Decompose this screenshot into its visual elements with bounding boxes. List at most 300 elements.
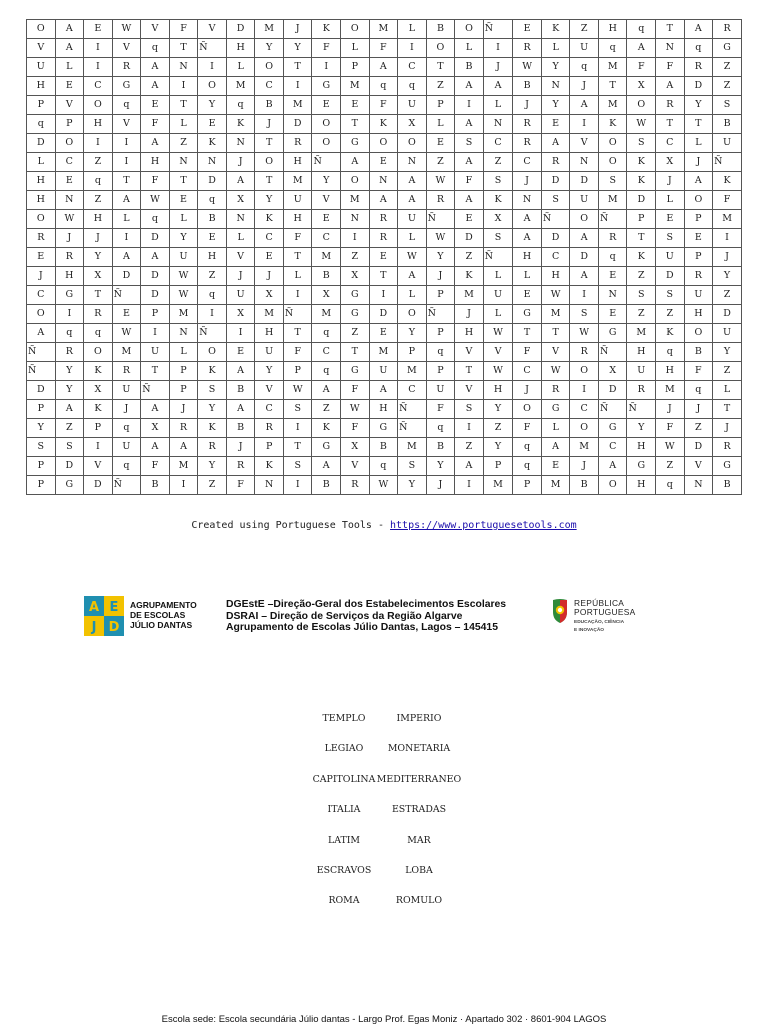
grid-cell: q xyxy=(55,324,84,343)
grid-cell: q xyxy=(84,324,113,343)
grid-cell: B xyxy=(426,438,455,457)
grid-cell: S xyxy=(283,400,312,419)
grid-cell: P xyxy=(398,343,427,362)
grid-cell: M xyxy=(713,210,742,229)
grid-cell: I xyxy=(84,134,113,153)
grid-cell: A xyxy=(455,191,484,210)
grid-cell: A xyxy=(369,58,398,77)
grid-cell: V xyxy=(541,343,570,362)
grid-cell: U xyxy=(398,96,427,115)
grid-row xyxy=(27,457,742,476)
grid-cell: q xyxy=(570,58,599,77)
grid-cell: I xyxy=(570,115,599,134)
grid-cell: B xyxy=(141,476,170,495)
grid-cell: G xyxy=(55,476,84,495)
grid-cell: S xyxy=(598,172,627,191)
grid-cell: A xyxy=(141,438,170,457)
grid-cell: W xyxy=(483,362,513,381)
grid-cell: G xyxy=(713,39,742,58)
grid-cell: X xyxy=(341,267,370,286)
grid-cell: M xyxy=(169,305,198,324)
grid-cell: E xyxy=(656,210,685,229)
grid-cell: q xyxy=(369,77,398,96)
grid-cell: R xyxy=(198,438,227,457)
grid-cell: T xyxy=(455,362,484,381)
grid-cell: R xyxy=(541,153,570,172)
grid-cell: T xyxy=(369,267,398,286)
grid-cell: G xyxy=(312,438,341,457)
grid-cell: C xyxy=(255,400,284,419)
grid-cell: L xyxy=(27,153,56,172)
grid-cell: I xyxy=(713,229,742,248)
grid-cell: q xyxy=(426,343,455,362)
grid-cell: q xyxy=(598,39,627,58)
grid-cell: U xyxy=(570,39,599,58)
grid-cell: O xyxy=(341,172,370,191)
grid-cell: A xyxy=(55,400,84,419)
grid-cell: A xyxy=(141,134,170,153)
grid-cell: Ñ xyxy=(483,248,513,267)
grid-cell: D xyxy=(141,286,170,305)
grid-cell: C xyxy=(656,134,685,153)
word-item: TEMPLO xyxy=(322,713,366,724)
svg-text:J: J xyxy=(91,620,97,635)
grid-cell: H xyxy=(27,191,56,210)
credit-link[interactable]: https://www.portuguesetools.com xyxy=(390,520,577,531)
grid-cell: W xyxy=(169,267,198,286)
grid-cell: Z xyxy=(84,153,113,172)
institution-line-dsrai: DSRAI – Direção de Serviços da Região Algarve xyxy=(226,610,463,622)
grid-cell: q xyxy=(198,191,227,210)
grid-cell: D xyxy=(541,172,570,191)
grid-cell: W xyxy=(112,20,141,39)
school-name-line: JÚLIO DANTAS xyxy=(130,620,193,630)
grid-cell: W xyxy=(341,400,370,419)
grid-cell: Y xyxy=(483,438,513,457)
grid-row xyxy=(27,191,742,210)
grid-cell: L xyxy=(426,115,455,134)
grid-cell: H xyxy=(198,248,227,267)
grid-cell: V xyxy=(684,457,713,476)
grid-cell: Z xyxy=(341,324,370,343)
grid-cell: R xyxy=(255,419,284,438)
grid-cell: A xyxy=(226,172,255,191)
word-list-row xyxy=(0,888,768,918)
grid-cell: R xyxy=(513,134,542,153)
grid-cell: K xyxy=(627,248,656,267)
grid-cell: N xyxy=(341,210,370,229)
grid-cell: V xyxy=(455,343,484,362)
grid-cell: R xyxy=(369,210,398,229)
grid-cell: N xyxy=(570,153,599,172)
grid-cell: S xyxy=(713,96,742,115)
grid-cell: R xyxy=(713,438,742,457)
grid-cell: H xyxy=(656,362,685,381)
grid-cell: H xyxy=(684,305,713,324)
grid-cell: B xyxy=(713,476,742,495)
grid-cell: Z xyxy=(84,191,113,210)
grid-cell: C xyxy=(398,381,427,400)
grid-cell: Z xyxy=(713,58,742,77)
grid-cell: C xyxy=(513,362,542,381)
grid-cell: T xyxy=(255,134,284,153)
word-item: MEDITERRANEO xyxy=(376,773,462,785)
grid-cell: U xyxy=(141,343,170,362)
grid-cell: q xyxy=(226,96,255,115)
word-list-row xyxy=(0,767,768,797)
grid-cell: Ñ xyxy=(27,343,56,362)
grid-cell: G xyxy=(369,419,398,438)
grid-cell: X xyxy=(226,305,255,324)
grid-cell: U xyxy=(713,134,742,153)
grid-cell: Ñ xyxy=(598,400,627,419)
grid-cell: F xyxy=(684,362,713,381)
grid-cell: S xyxy=(198,381,227,400)
grid-cell: M xyxy=(656,381,685,400)
grid-row xyxy=(27,400,742,419)
grid-cell: F xyxy=(283,343,312,362)
grid-cell: H xyxy=(483,381,513,400)
grid-cell: Y xyxy=(198,400,227,419)
grid-cell: Ñ xyxy=(627,400,656,419)
grid-cell: N xyxy=(226,210,255,229)
grid-cell: E xyxy=(541,457,570,476)
grid-cell: L xyxy=(226,229,255,248)
grid-cell: S xyxy=(455,134,484,153)
grid-cell: F xyxy=(226,476,255,495)
grid-cell: O xyxy=(55,134,84,153)
grid-cell: I xyxy=(112,229,141,248)
grid-cell: A xyxy=(312,457,341,476)
grid-cell: D xyxy=(455,229,484,248)
grid-cell: I xyxy=(570,286,599,305)
grid-cell: O xyxy=(312,115,341,134)
grid-cell: R xyxy=(684,267,713,286)
grid-cell: M xyxy=(398,362,427,381)
grid-cell: Y xyxy=(169,229,198,248)
grid-row xyxy=(27,39,742,58)
grid-cell: Y xyxy=(198,96,227,115)
word-list-row xyxy=(0,858,768,888)
grid-cell: I xyxy=(570,381,599,400)
grid-row xyxy=(27,343,742,362)
grid-cell: G xyxy=(112,77,141,96)
grid-cell: R xyxy=(226,457,255,476)
grid-cell: O xyxy=(27,210,56,229)
grid-cell: Y xyxy=(255,39,284,58)
grid-cell: Y xyxy=(713,267,742,286)
grid-cell: O xyxy=(570,419,599,438)
grid-cell: P xyxy=(426,96,455,115)
grid-cell: K xyxy=(255,210,284,229)
grid-cell: Y xyxy=(713,343,742,362)
grid-cell: D xyxy=(198,172,227,191)
grid-cell: B xyxy=(684,343,713,362)
grid-cell: T xyxy=(598,77,627,96)
grid-cell: W xyxy=(369,476,398,495)
grid-cell: S xyxy=(455,400,484,419)
grid-cell: C xyxy=(84,77,113,96)
grid-cell: V xyxy=(27,39,56,58)
grid-cell: P xyxy=(684,248,713,267)
grid-cell: D xyxy=(112,267,141,286)
grid-cell: U xyxy=(369,362,398,381)
school-name-line: AGRUPAMENTO xyxy=(130,600,197,610)
grid-cell: q xyxy=(112,96,141,115)
grid-cell: Ñ xyxy=(312,153,341,172)
grid-cell: N xyxy=(169,153,198,172)
grid-cell: Ñ xyxy=(141,381,170,400)
grid-cell: E xyxy=(226,343,255,362)
grid-cell: O xyxy=(198,77,227,96)
grid-cell: A xyxy=(55,39,84,58)
grid-cell: K xyxy=(627,153,656,172)
grid-row xyxy=(27,248,742,267)
grid-cell: F xyxy=(141,457,170,476)
grid-cell: Y xyxy=(627,419,656,438)
grid-cell: B xyxy=(426,20,455,39)
grid-cell: C xyxy=(513,153,542,172)
grid-cell: F xyxy=(283,229,312,248)
grid-cell: Ñ xyxy=(713,153,742,172)
grid-cell: I xyxy=(141,324,170,343)
grid-cell: G xyxy=(341,362,370,381)
grid-cell: S xyxy=(541,191,570,210)
grid-cell: K xyxy=(455,267,484,286)
grid-cell: Ñ xyxy=(426,305,455,324)
grid-cell: P xyxy=(341,58,370,77)
grid-cell: I xyxy=(84,438,113,457)
grid-cell: L xyxy=(684,134,713,153)
grid-cell: W xyxy=(112,324,141,343)
grid-cell: K xyxy=(483,191,513,210)
grid-cell: R xyxy=(426,191,455,210)
grid-cell: C xyxy=(255,77,284,96)
grid-cell: C xyxy=(483,134,513,153)
grid-cell: L xyxy=(483,305,513,324)
grid-cell: L xyxy=(55,58,84,77)
grid-cell: E xyxy=(112,305,141,324)
grid-cell: W xyxy=(398,248,427,267)
grid-cell: K xyxy=(656,324,685,343)
grid-cell: Ñ xyxy=(198,324,227,343)
grid-cell: I xyxy=(455,419,484,438)
grid-cell: V xyxy=(55,96,84,115)
grid-cell: q xyxy=(141,210,170,229)
grid-cell: Z xyxy=(198,267,227,286)
grid-cell: A xyxy=(598,457,627,476)
grid-cell: V xyxy=(112,39,141,58)
grid-cell: T xyxy=(255,172,284,191)
word-item: MONETARIA xyxy=(387,743,451,755)
grid-cell: Y xyxy=(541,58,570,77)
grid-cell: E xyxy=(312,96,341,115)
grid-cell: M xyxy=(369,343,398,362)
grid-cell: E xyxy=(598,305,627,324)
grid-cell: H xyxy=(455,324,484,343)
grid-cell: U xyxy=(27,58,56,77)
grid-cell: G xyxy=(713,457,742,476)
grid-cell: Ñ xyxy=(112,286,141,305)
grid-cell: Z xyxy=(169,134,198,153)
grid-cell: U xyxy=(255,343,284,362)
grid-cell: T xyxy=(283,438,312,457)
grid-cell: O xyxy=(398,305,427,324)
grid-cell: I xyxy=(198,305,227,324)
grid-cell: A xyxy=(513,210,542,229)
grid-cell: X xyxy=(84,267,113,286)
grid-cell: M xyxy=(226,77,255,96)
grid-cell: H xyxy=(598,20,627,39)
grid-cell: E xyxy=(141,96,170,115)
grid-cell: R xyxy=(341,476,370,495)
grid-cell: N xyxy=(513,191,542,210)
grid-cell: I xyxy=(283,286,312,305)
grid-cell: X xyxy=(627,77,656,96)
grid-cell: B xyxy=(226,419,255,438)
grid-cell: q xyxy=(426,419,455,438)
grid-cell: U xyxy=(283,191,312,210)
grid-cell: S xyxy=(27,438,56,457)
grid-cell: W xyxy=(426,229,455,248)
grid-cell: D xyxy=(283,115,312,134)
grid-cell: X xyxy=(255,286,284,305)
grid-cell: J xyxy=(55,229,84,248)
grid-cell: B xyxy=(570,476,599,495)
ministry-line: EDUCAÇÃO, CIÊNCIA xyxy=(574,620,625,625)
grid-cell: K xyxy=(541,20,570,39)
grid-cell: B xyxy=(369,438,398,457)
grid-cell: P xyxy=(55,115,84,134)
grid-cell: q xyxy=(513,438,542,457)
grid-row xyxy=(27,324,742,343)
footer-address: Escola sede: Escola secundária Júlio dantas - Largo Prof. Egas Moniz · Apartado 302 · 8601-904 LAGOS xyxy=(161,1014,607,1025)
grid-cell: q xyxy=(312,362,341,381)
grid-cell: V xyxy=(84,457,113,476)
grid-cell: P xyxy=(141,305,170,324)
grid-cell: J xyxy=(112,400,141,419)
grid-cell: O xyxy=(684,191,713,210)
grid-cell: G xyxy=(55,286,84,305)
grid-cell: K xyxy=(198,362,227,381)
grid-cell: H xyxy=(84,115,113,134)
grid-cell: F xyxy=(713,191,742,210)
grid-cell: V xyxy=(255,381,284,400)
grid-cell: A xyxy=(398,172,427,191)
grid-row xyxy=(27,20,742,39)
grid-cell: U xyxy=(398,210,427,229)
grid-cell: q xyxy=(112,457,141,476)
grid-cell: U xyxy=(112,438,141,457)
grid-cell: E xyxy=(312,210,341,229)
grid-cell: J xyxy=(713,419,742,438)
grid-cell: O xyxy=(198,343,227,362)
grid-cell: J xyxy=(570,457,599,476)
word-item: ROMULO xyxy=(395,895,443,907)
grid-cell: Z xyxy=(713,77,742,96)
grid-cell: H xyxy=(226,39,255,58)
grid-cell: I xyxy=(112,153,141,172)
word-item: LEGIAO xyxy=(324,743,364,755)
grid-cell: I xyxy=(283,476,312,495)
grid-cell: J xyxy=(656,400,685,419)
grid-cell: Ñ xyxy=(541,210,570,229)
grid-cell: M xyxy=(312,305,341,324)
grid-cell: G xyxy=(341,134,370,153)
word-item: ROMA xyxy=(328,895,360,907)
grid-cell: R xyxy=(369,229,398,248)
grid-cell: F xyxy=(141,115,170,134)
grid-cell: H xyxy=(369,400,398,419)
grid-cell: A xyxy=(112,191,141,210)
grid-cell: S xyxy=(483,172,513,191)
grid-cell: E xyxy=(255,248,284,267)
grid-cell: L xyxy=(169,343,198,362)
grid-cell: P xyxy=(84,419,113,438)
grid-row xyxy=(27,305,742,324)
grid-cell: Z xyxy=(455,248,484,267)
grid-cell: O xyxy=(455,20,484,39)
grid-cell: J xyxy=(684,400,713,419)
grid-cell: L xyxy=(169,115,198,134)
grid-cell: G xyxy=(341,305,370,324)
grid-cell: M xyxy=(541,305,570,324)
grid-cell: Y xyxy=(684,96,713,115)
grid-cell: Ñ xyxy=(398,400,427,419)
grid-cell: N xyxy=(169,58,198,77)
grid-cell: Y xyxy=(55,381,84,400)
word-list-row xyxy=(0,736,768,766)
grid-cell: L xyxy=(112,210,141,229)
grid-cell: P xyxy=(27,400,56,419)
grid-cell: J xyxy=(513,381,542,400)
grid-cell: T xyxy=(169,96,198,115)
grid-cell: G xyxy=(627,457,656,476)
grid-cell: T xyxy=(713,400,742,419)
word-list-row xyxy=(0,797,768,827)
grid-cell: S xyxy=(656,229,685,248)
grid-cell: H xyxy=(513,248,542,267)
ministry-line: E INOVAÇÃO xyxy=(574,628,605,634)
grid-cell: A xyxy=(570,267,599,286)
grid-cell: W xyxy=(513,58,542,77)
grid-cell: C xyxy=(27,286,56,305)
grid-cell: R xyxy=(627,381,656,400)
grid-cell: L xyxy=(283,267,312,286)
grid-cell: M xyxy=(169,457,198,476)
grid-cell: B xyxy=(255,96,284,115)
grid-cell: B xyxy=(198,210,227,229)
grid-cell: L xyxy=(483,96,513,115)
grid-cell: Ñ xyxy=(398,419,427,438)
grid-cell: K xyxy=(713,172,742,191)
grid-cell: M xyxy=(598,96,627,115)
grid-cell: H xyxy=(141,153,170,172)
grid-cell: U xyxy=(627,362,656,381)
grid-cell: B xyxy=(226,381,255,400)
grid-cell: T xyxy=(283,324,312,343)
word-list-row xyxy=(0,828,768,858)
grid-cell: V xyxy=(312,191,341,210)
grid-cell: D xyxy=(27,381,56,400)
grid-cell: F xyxy=(369,39,398,58)
grid-cell: T xyxy=(141,362,170,381)
grid-cell: A xyxy=(27,324,56,343)
grid-cell: O xyxy=(598,476,627,495)
grid-row xyxy=(27,229,742,248)
grid-cell: Y xyxy=(255,362,284,381)
grid-cell: Ñ xyxy=(112,476,141,495)
